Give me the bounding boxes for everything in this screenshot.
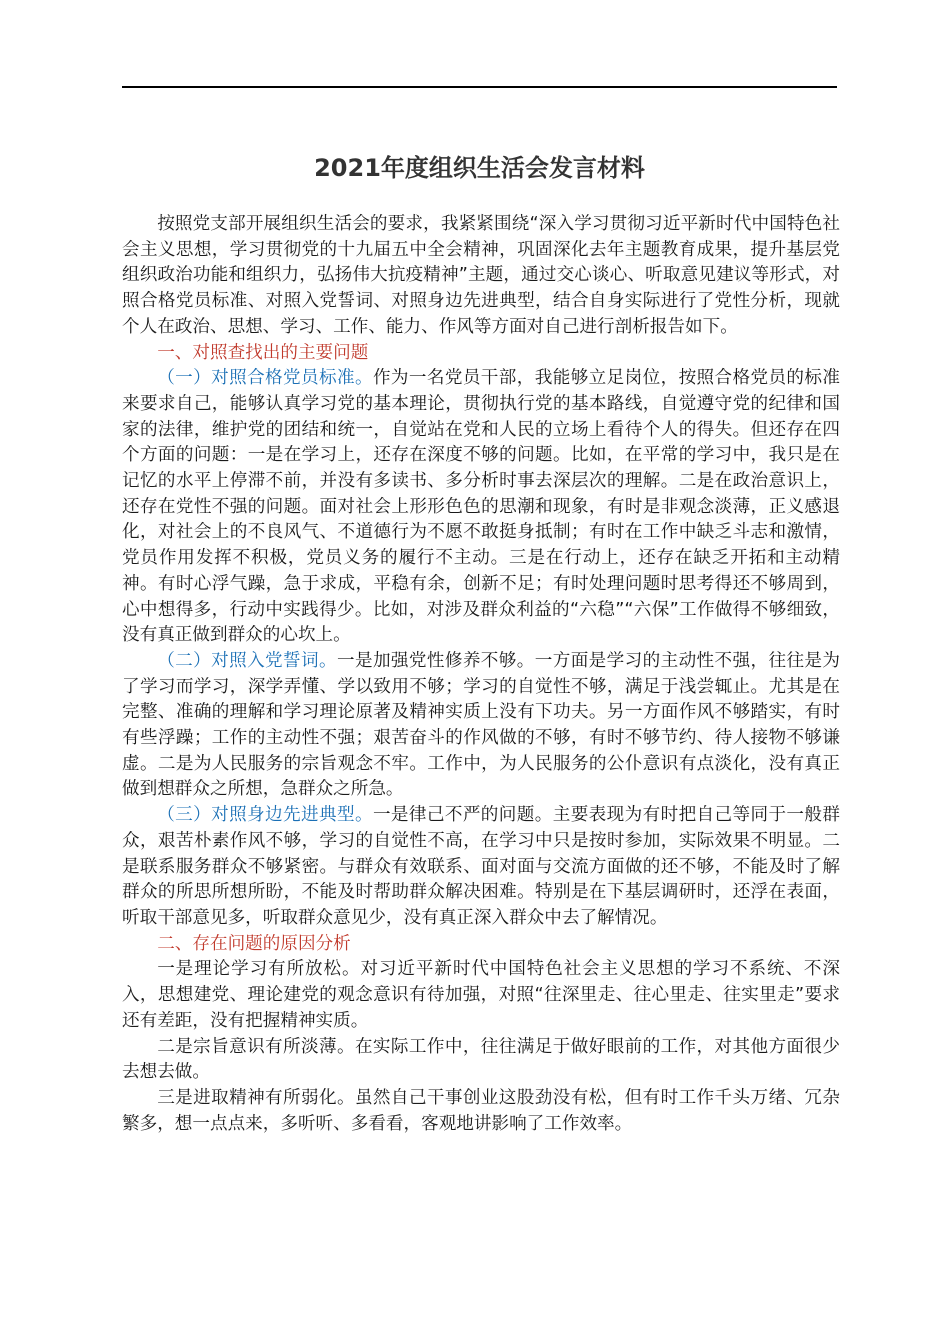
reason-paragraph-3: 三是进取精神有所弱化。虽然自己干事创业这股劲没有松，但有时工作千头万绪、冗杂繁多，想一点点来，多听听、多看看，客观地讲影响了工作效率。: [122, 1087, 840, 1134]
paragraph-item-3: [122, 803, 840, 932]
item-label-2: （二）对照入党誓词。: [157, 650, 337, 671]
header-rule: [122, 86, 837, 88]
intro-paragraph: 按照党支部开展组织生活会的要求，我紧紧围绕“深入学习贯彻习近平新时代中国特色社会主义思想，学习贯彻党的十九届五中全会精神，巩固深化去年主题教育成果，提升基层党组织政治功能和组织力，弘扬伟大抗疫精神”主题，通过交心谈心、听取意见建议等形式，对照合格党员标准、对照入党誓词、对照身边先进典型，结合自身实际进行了党性分析，现就个人在政治、思想、学习、工作、能力、作风等方面对自己进行剖析报告如下。: [122, 214, 840, 337]
reason-paragraph-2: 二是宗旨意识有所淡薄。在实际工作中，往往满足于做好眼前的工作，对其他方面很少去想去做。: [122, 1036, 840, 1083]
item-text-1: 作为一名党员干部，我能够立足岗位，按照合格党员的标准来要求自己，能够认真学习党的基本理论，贯彻执行党的基本路线，自觉遵守党的纪律和国家的法律，维护党的团结和统一，自觉站在党和人民的立场上看待个人的得失。但还存在四个方面的问题：一是在学习上，还存在深度不够的问题。比如，在平常的学习中，我只是在记忆的水平上停滞不前，并没有多读书、多分析时事去深层次的理解。二是在政治意识上，还存在党性不强的问题。面对社会上形形色色的思潮和现象，有时是非观念淡薄，正义感退化，对社会上的不良风气、不道德行为不愿不敢挺身抵制；有时在工作中缺乏斗志和激情，党员作用发挥不积极，党员义务的履行不主动。三是在行动上，还存在缺乏开拓和主动精神。有时心浮气躁，急于求成，平稳有余，创新不足；有时处理问题时思考得还不够周到，心中想得多，行动中实践得少。比如，对涉及群众利益的“六稳”“六保”工作做得不够细致，没有真正做到群众的心坎上。: [122, 368, 840, 646]
paragraph-item-1: [122, 366, 840, 649]
section-heading-1: 一、对照查找出的主要问题: [157, 342, 369, 363]
document-body: [122, 212, 840, 1137]
page-title: 2021年度组织生活会发言材料: [314, 154, 645, 182]
item-label-1: （一）对照合格党员标准。: [157, 368, 373, 389]
section-heading-2: 二、存在问题的原因分析: [157, 933, 351, 954]
item-label-3: （三）对照身边先进典型。: [157, 805, 373, 826]
reason-paragraph-1: 一是理论学习有所放松。对习近平新时代中国特色社会主义思想的学习不系统、不深入，思想建党、理论建党的观念意识有待加强，对照“往深里走、往心里走、往实里走”要求还有差距，没有把握精神实质。: [122, 959, 840, 1031]
item-text-3: 一是律己不严的问题。主要表现为有时把自己等同于一般群众，艰苦朴素作风不够，学习的自觉性不高，在学习中只是按时参加，实际效果不明显。二是联系服务群众不够紧密。与群众有效联系、面对面与交流方面做的还不够，不能及时了解群众的所思所想所盼，不能及时帮助群众解决困难。特别是在下基层调研时，还浮在表面，听取干部意见多，听取群众意见少，没有真正深入群众中去了解情况。: [122, 805, 840, 928]
item-text-2: 一是加强党性修养不够。一方面是学习的主动性不强，往往是为了学习而学习，深学弄懂、学以致用不够；学习的自觉性不够，满足于浅尝辄止。尤其是在完整、准确的理解和学习理论原著及精神实质上没有下功夫。另一方面作风不够踏实，有时有些浮躁；工作的主动性不强；艰苦奋斗的作风做的不够，有时不够节约、待人接物不够谦虚。二是为人民服务的宗旨观念不牢。工作中，为人民服务的公仆意识有点淡化，没有真正做到想群众之所想，急群众之所急。: [122, 650, 840, 800]
paragraph-item-2: [122, 649, 840, 803]
